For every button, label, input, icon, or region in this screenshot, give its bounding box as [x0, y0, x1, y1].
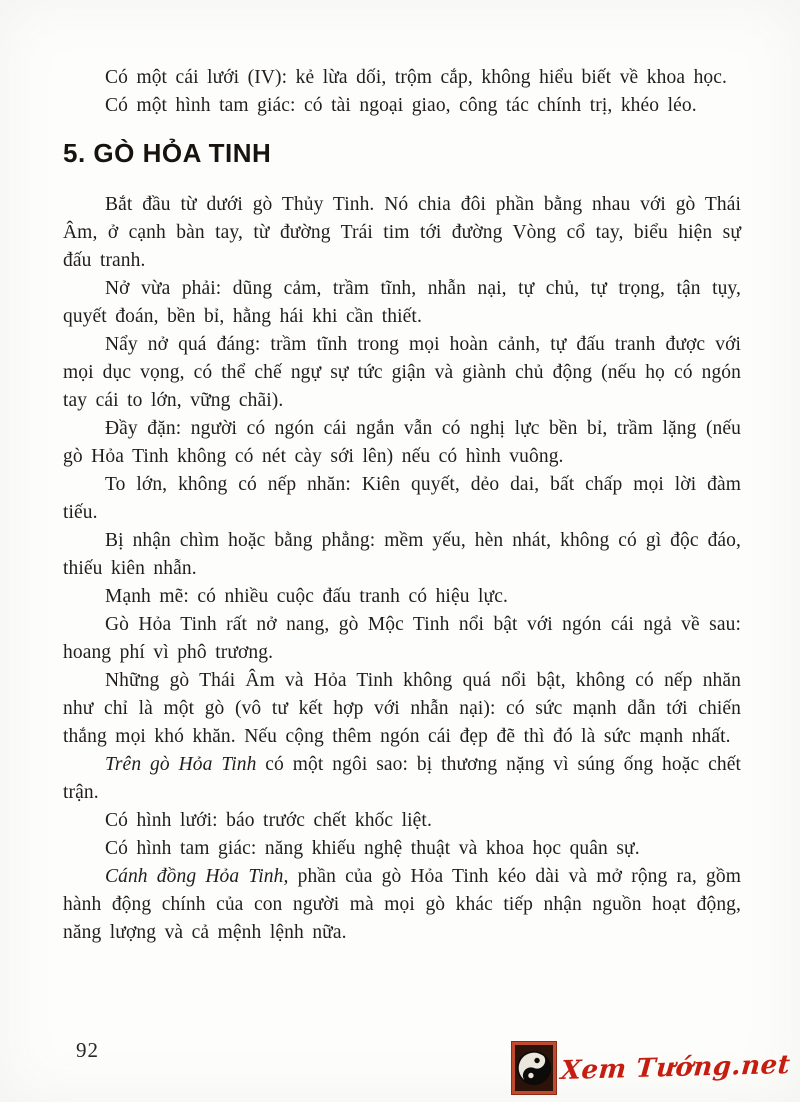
paragraph: To lớn, không có nếp nhăn: Kiên quyết, dẻo dai, bất chấp mọi lời đàm tiếu. [63, 474, 741, 523]
page-number: 92 [76, 1038, 99, 1062]
section-paragraphs [63, 191, 741, 947]
intro-paragraphs [63, 64, 741, 120]
paragraph: Có một hình tam giác: có tài ngoại giao, công tác chính trị, khéo léo. [105, 95, 697, 116]
paragraph-lead-italic: Trên gò Hỏa Tinh [105, 754, 257, 775]
paragraph: Nở vừa phải: dũng cảm, trầm tĩnh, nhẫn nại, tự chủ, tự trọng, tận tụy, quyết đoán, bền bỉ, hằng hái khi cần thiết. [63, 278, 741, 327]
paragraph: Đầy đặn: người có ngón cái ngắn vẫn có nghị lực bền bỉ, trầm lặng (nếu gò Hỏa Tinh không có nét cày sới lên) nếu có hình vuông. [63, 418, 741, 467]
paragraph: Những gò Thái Âm và Hỏa Tinh không quá nổi bật, không có nếp nhăn như chỉ là một gò (vô tư kết hợp với nhẫn nại): có sức mạnh dẫn tới chiến thắng mọi khó khăn. Nếu cộng thêm ngón cái đẹp đẽ thì đó là sức mạnh nhất. [63, 670, 741, 747]
paragraph: Có hình lưới: báo trước chết khốc liệt. [105, 810, 432, 831]
paragraph: Trên gò Hỏa Tinh có một ngôi sao: bị thương nặng vì súng ống hoặc chết trận. [63, 754, 741, 803]
site-watermark [512, 1042, 790, 1094]
paragraph: Có hình tam giác: năng khiếu nghệ thuật và khoa học quân sự. [105, 838, 640, 859]
section-heading: 5. GÒ HỎA TINH [63, 138, 272, 168]
paragraph: Mạnh mẽ: có nhiều cuộc đấu tranh có hiệu lực. [105, 586, 508, 607]
text-column [63, 64, 741, 947]
paragraph: Nẩy nở quá đáng: trầm tĩnh trong mọi hoàn cảnh, tự đấu tranh được với mọi dục vọng, có thể chế ngự sự tức giận và giành chủ động (nếu họ có ngón tay cái to lớn, vững chãi). [63, 334, 741, 411]
paragraph: Có một cái lưới (IV): kẻ lừa dối, trộm cắp, không hiểu biết về khoa học. [105, 67, 727, 88]
paragraph: Bị nhận chìm hoặc bằng phẳng: mềm yếu, hèn nhát, không có gì độc đáo, thiếu kiên nhẫn. [63, 530, 741, 579]
paragraph: Gò Hỏa Tinh rất nở nang, gò Mộc Tinh nổi bật với ngón cái ngả về sau: hoang phí vì phô trương. [63, 614, 741, 663]
watermark-text: Xem Tướng.net [559, 1050, 792, 1086]
paragraph: Bắt đầu từ dưới gò Thủy Tinh. Nó chia đôi phần bằng nhau với gò Thái Âm, ở cạnh bàn tay, từ đường Trái tim tới đường Vòng cổ tay, biểu hiện sự đấu tranh. [63, 194, 741, 271]
yin-yang-icon [512, 1042, 556, 1094]
paragraph: Cánh đồng Hỏa Tinh, phần của gò Hỏa Tinh kéo dài và mở rộng ra, gồm hành động chính của con người mà mọi gò khác tiếp nhận nguồn hoạt động, năng lượng và cả mệnh lệnh nữa. [63, 866, 741, 943]
paragraph-lead-italic: Cánh đồng Hỏa Tinh, [105, 866, 289, 887]
